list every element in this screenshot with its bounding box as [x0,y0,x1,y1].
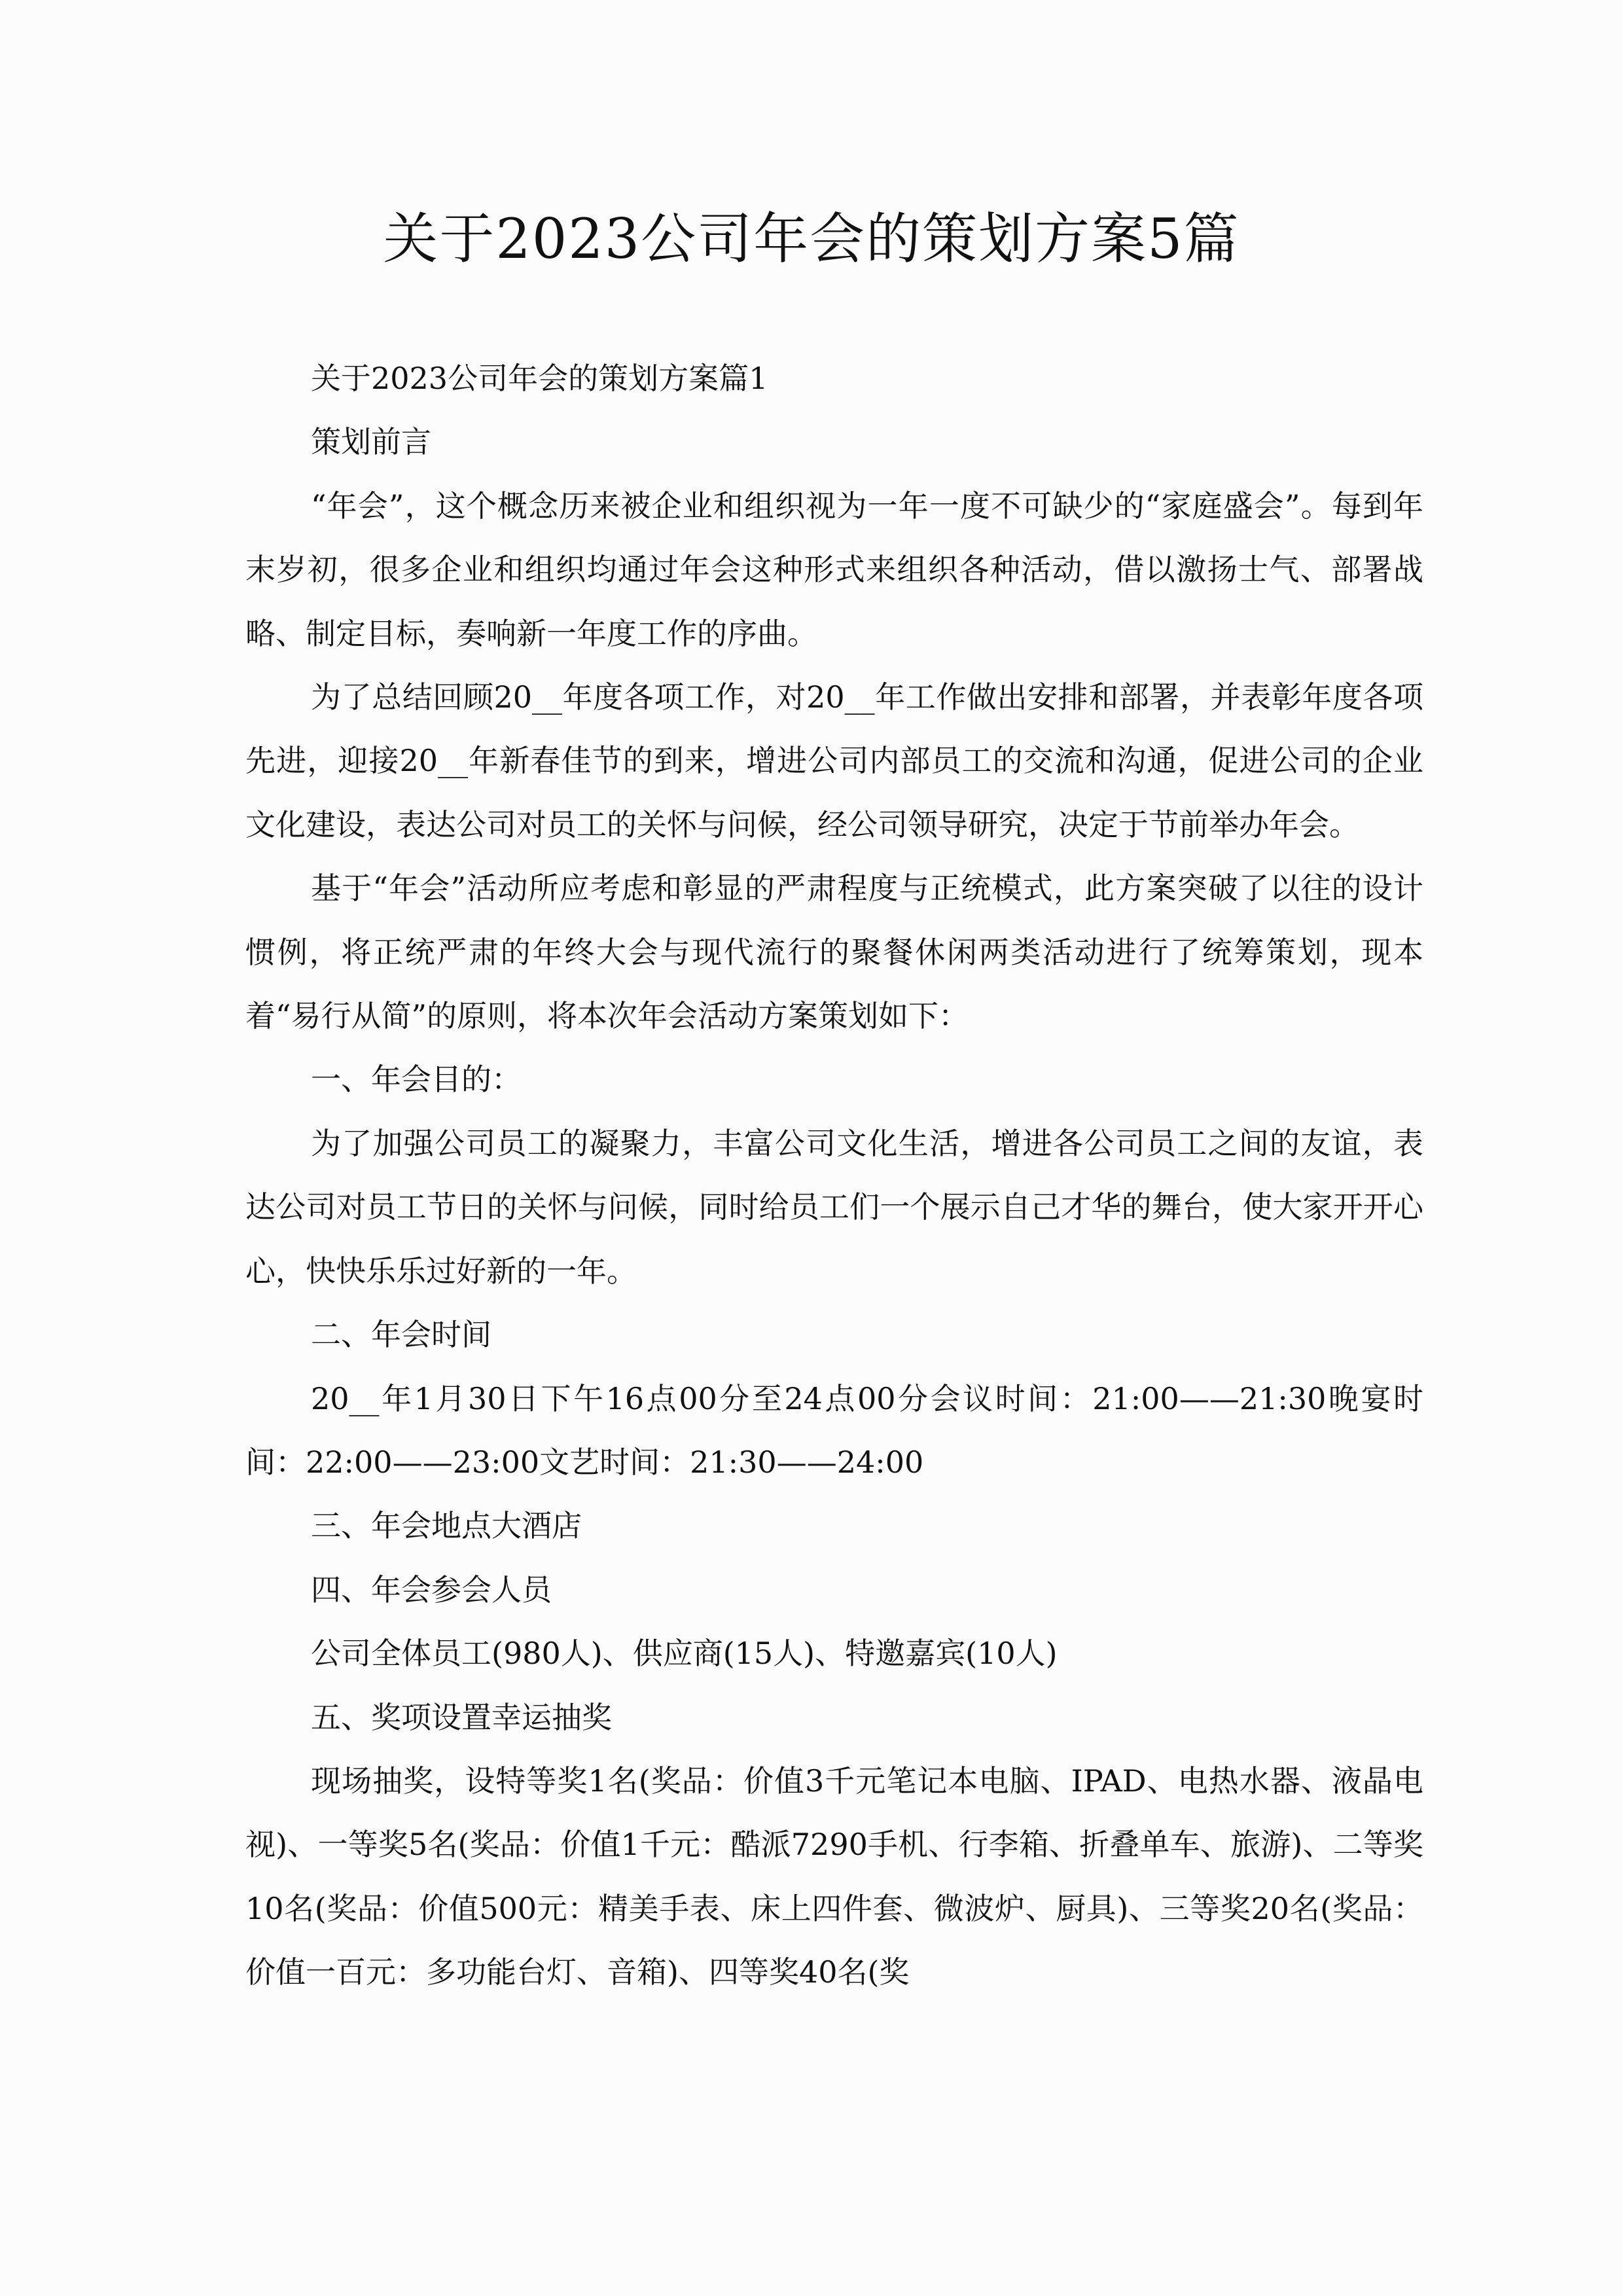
paragraph-attendees: 公司全体员工(980人)、供应商(15人)、特邀嘉宾(10人) [311,1636,1058,1672]
document-body [245,347,1423,2005]
heading-venue: 三、年会地点大酒店 [311,1508,582,1544]
heading-time: 二、年会时间 [311,1317,491,1353]
heading-prizes: 五、奖项设置幸运抽奖 [311,1699,612,1735]
paragraph-objective: 为了加强公司员工的凝聚力，丰富公司文化生活，增进各公司员工之间的友谊，表达公司对员工节日的关怀与问候，同时给员工们一个展示自己才华的舞台，使大家开开心心，快快乐乐过好新的一年。 [245,1125,1423,1289]
heading-attendees: 四、年会参会人员 [311,1571,552,1607]
document-title: 关于2023公司年会的策划方案5篇 [383,207,1240,271]
paragraph-intro: “年会”，这个概念历来被企业和组织视为一年一度不可缺少的“家庭盛会”。每到年末岁初，很多企业和组织均通过年会这种形式来组织各种活动，借以激扬士气、部署战略、制定目标，奏响新一年度工作的序曲。 [245,488,1423,651]
paragraph-purpose-summary: 为了总结回顾20__年度各项工作，对20__年工作做出安排和部署，并表彰年度各项先进，迎接20__年新春佳节的到来，增进公司内部员工的交流和沟通，促进公司的企业文化建设，表达公司对员工的关怀与问候，经公司领导研究，决定于节前举办年会。 [245,679,1423,842]
section-heading-part-1: 关于2023公司年会的策划方案篇1 [311,361,768,396]
heading-objective: 一、年会目的： [311,1062,522,1098]
subheading-preface: 策划前言 [311,424,431,460]
paragraph-plan-basis: 基于“年会”活动所应考虑和彰显的严肃程度与正统模式，此方案突破了以往的设计惯例，将正统严肃的年终大会与现代流行的聚餐休闲两类活动进行了统筹策划，现本着“易行从简”的原则，将本次年会活动方案策划如下： [245,870,1423,1034]
paragraph-prizes: 现场抽奖，设特等奖1名(奖品：价值3千元笔记本电脑、IPAD、电热水器、液晶电视)、一等奖5名(奖品：价值1千元：酷派7290手机、行李箱、折叠单车、旅游)、二等奖10名(奖品：价值500元：精美手表、床上四件套、微波炉、厨具)、三等奖20名(奖品：价值一百元：多功能台灯、音箱)、四等奖40名(奖 [245,1763,1423,1990]
paragraph-time: 20__年1月30日下午16点00分至24点00分会议时间：21:00——21:30晚宴时间：22:00——23:00文艺时间：21:30——24:00 [245,1380,1423,1480]
